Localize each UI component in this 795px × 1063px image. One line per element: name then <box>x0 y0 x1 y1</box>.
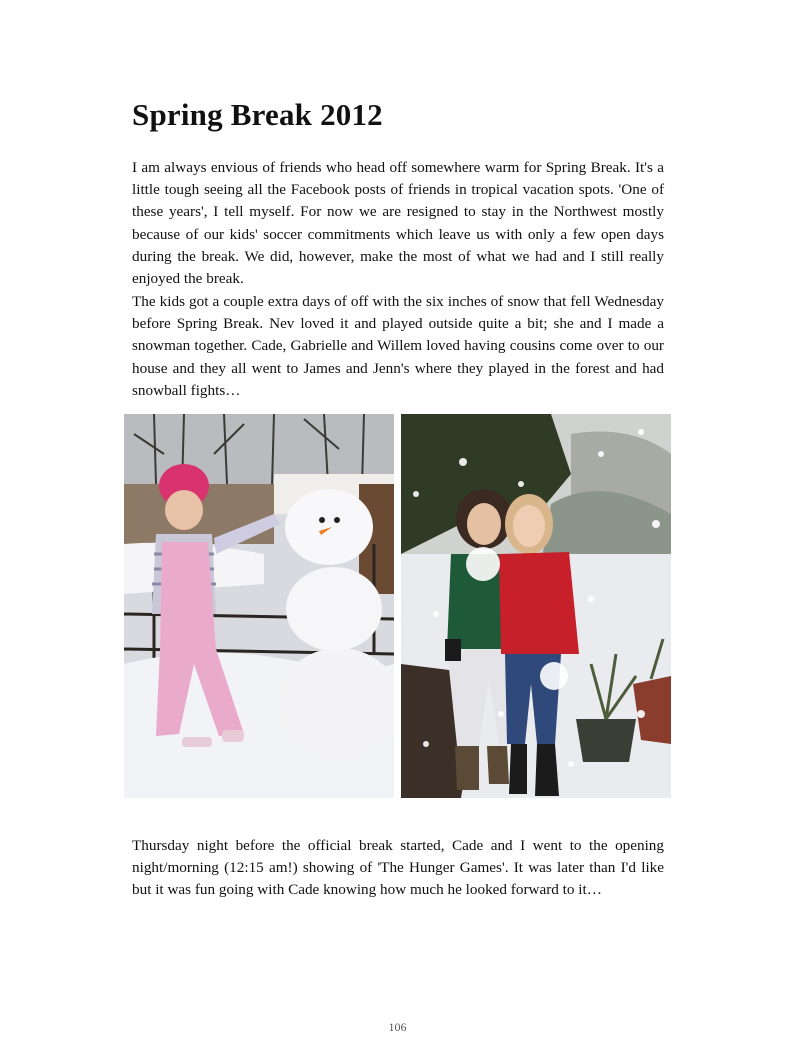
page-number: 106 <box>388 1020 407 1034</box>
paragraph-hunger-games: Thursday night before the official break started, Cade and I went to the opening night/morning (12:15 am!) showing of 'The Hunger Games'. It was later than I'd like but it was fun going with Cade knowing how much he looked forward to it… <box>132 837 664 899</box>
page-title: Spring Break 2012 <box>132 97 383 132</box>
paragraph-snow-day: The kids got a couple extra days of off with the six inches of snow that fell Wednesday before Spring Break. Nev loved it and played outside quite a bit; she and I made a snowman together. Cade, Gabrielle and Willem loved having cousins come over to our house and they all went to James and Jenn's where they played in the forest and had snowball fights… <box>132 293 664 399</box>
paragraph-intro: I am always envious of friends who head off somewhere warm for Spring Break. It's a little tough seeing all the Facebook posts of friends in tropical vacation spots. 'One of these years', I tell myself. For now we are resigned to stay in the Northwest mostly because of our kids' soccer commitments which leave us with only a few open days during the break. We did, however, make the most of what we had and I still really enjoyed the break. <box>132 159 664 288</box>
photo-girls-in-snow <box>401 414 671 798</box>
snowman-photo-illustration <box>124 414 394 798</box>
girls-photo-illustration <box>401 414 671 798</box>
photo-girl-with-snowman <box>124 414 394 798</box>
